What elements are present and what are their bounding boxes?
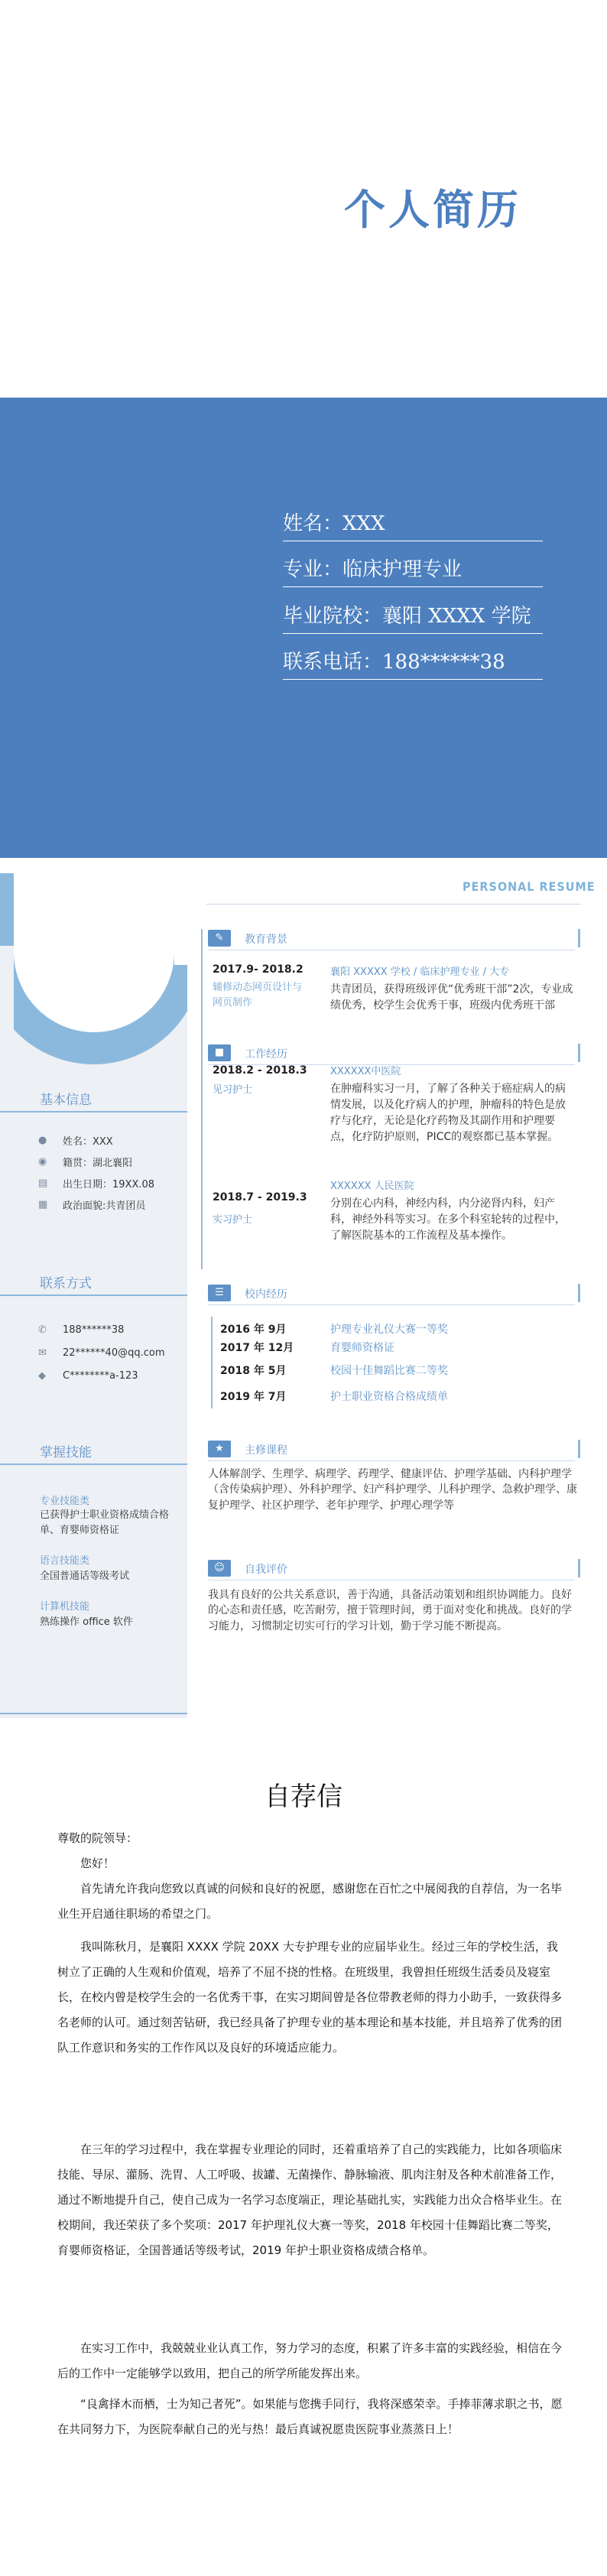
work-text-1: 在肿瘤科实习一月，了解了各种关于癌症病人的病情发展，以及化疗病人的护理，肿瘤科的特色是放疗与化疗，无论是化疗药物及其副作用和护理要点，化疗防护原则，PICC的观察都已基本掌握。 xyxy=(330,1083,566,1143)
school-date-3: 2018 年 5月 xyxy=(220,1365,287,1377)
work-text-2: 分别在心内科，神经内科，内分泌肾内科，妇产科，神经外科等实习。在多个科室轮转的过程中，了解医院基本的工作流程及基本操作。 xyxy=(330,1197,566,1242)
letter-salutation: 尊敬的院领导： xyxy=(57,1831,138,1845)
skill-text-computer: 熟练操作 office 软件 xyxy=(40,1616,133,1628)
calendar-icon: ▤ xyxy=(38,1178,48,1189)
badge-icon: ▦ xyxy=(38,1199,48,1210)
school-date-2: 2017 年 12月 xyxy=(220,1342,294,1354)
cover-name: 姓名：XXX xyxy=(283,508,543,541)
chat-icon: ◆ xyxy=(38,1370,46,1382)
contact-wechat: C********a-123 xyxy=(63,1370,138,1382)
work-role-1: 见习护士 xyxy=(213,1084,253,1096)
cover-phone: 联系电话：188******38 xyxy=(283,646,543,680)
school-icon: ☰ xyxy=(208,1285,231,1301)
letter-paragraph-5: “良禽择木而栖，士为知己者死”。如果能与您携手同行，我将深感荣幸。手捧菲薄求职之书，愿在共同努力下，为医院奉献自己的光与热！最后真诚祝愿贵医院事业蒸蒸日上！ xyxy=(57,2397,563,2436)
education-icon: ✎ xyxy=(208,930,231,947)
letter-greeting: 您好！ xyxy=(80,1856,115,1870)
work-org-2: XXXXXX 人民医院 xyxy=(330,1181,414,1192)
work-role-2: 实习护士 xyxy=(213,1214,253,1226)
letter-paragraph-4: 在实习工作中，我兢兢业业认真工作，努力学习的态度，积累了许多丰富的实践经验，相信在今后的工作中一定能够学以致用，把自己的所学所能发挥出来。 xyxy=(57,2341,563,2380)
email-icon: ✉ xyxy=(38,1347,47,1359)
education-text: 共青团员，获得班级评优“优秀班干部”2次，专业成绩优秀，校学生会优秀干事，班级内优秀班干部 xyxy=(330,983,573,1012)
work-date-1: 2018.2 - 2018.3 xyxy=(213,1064,307,1077)
work-title: 工作经历 xyxy=(245,1048,287,1061)
contact-title: 联系方式 xyxy=(40,1276,92,1291)
work-icon: ■ xyxy=(208,1044,231,1061)
school-date-1: 2016 年 9月 xyxy=(220,1324,287,1336)
phone-icon: ✆ xyxy=(38,1324,47,1336)
courses-icon: ★ xyxy=(208,1441,231,1457)
courses-text: 人体解剖学、生理学、病理学、药理学、健康评估、护理学基础、内科护理学（含传染病护理）、外科护理学、妇产科护理学、儿科护理学、急救护理学、康复护理学、社区护理学、老年护理学、护理心理学等 xyxy=(208,1468,577,1512)
sidebar-arc-inner xyxy=(14,858,174,1032)
basic-info-title: 基本信息 xyxy=(40,1093,92,1108)
work-date-2: 2018.7 - 2019.3 xyxy=(213,1191,307,1204)
personal-resume-header: PERSONAL RESUME xyxy=(463,879,596,894)
skills-title: 掌握技能 xyxy=(40,1445,92,1460)
self-eval-text: 我具有良好的公共关系意识，善于沟通，具备活动策划和组织协调能力。良好的心态和责任感，吃苦耐劳，擅于管理时间，勇于面对变化和挑战。良好的学习能力，习惯制定切实可行的学习计划，勤于学习能不断提高。 xyxy=(208,1589,572,1632)
cover-title: 个人简历 xyxy=(344,186,521,234)
school-title: 校内经历 xyxy=(245,1288,287,1301)
education-note: 辅修动态网页设计与网页制作 xyxy=(213,982,303,1009)
basic-hometown: 籍贯：湖北襄阳 xyxy=(63,1158,133,1169)
letter-paragraph-1: 首先请允许我向您致以真诚的问候和良好的祝愿，感谢您在百忙之中展阅我的自荐信，为一名毕业生开启通往职场的希望之门。 xyxy=(57,1882,563,1921)
school-item-2: 育婴师资格证 xyxy=(330,1342,394,1354)
cover-school: 毕业院校：襄阳 XXXX 学院 xyxy=(283,600,543,634)
school-date-4: 2019 年 7月 xyxy=(220,1391,287,1403)
courses-title: 主修课程 xyxy=(245,1444,287,1457)
self-eval-title: 自我评价 xyxy=(245,1564,287,1576)
basic-name: 姓名：XXX xyxy=(63,1136,113,1148)
education-title: 教育背景 xyxy=(245,934,287,946)
letter-paragraph-3: 在三年的学习过程中，我在掌握专业理论的同时，还着重培养了自己的实践能力，比如各项临床技能、导尿、灌肠、洗胃、人工呼吸、拔罐、无菌操作、静脉输液、肌肉注射及各种术前准备工作，通过不断地提升自己，使自己成为一名学习态度端正，理论基础扎实，实践能力出众合格毕业生。在校期间，我还荣获了多个奖项：2017 年护理礼仪大赛一等奖，2018 年校园十佳舞蹈比赛二等奖，育婴师资格证，全国普通话等级考试，2019 年护士职业资格成绩合格单。 xyxy=(57,2142,563,2257)
self-eval-icon: ☺ xyxy=(208,1560,231,1577)
person-icon: ● xyxy=(38,1135,47,1146)
basic-political-status: 政治面貌:共青团员 xyxy=(63,1200,146,1212)
work-org-1: XXXXXX中医院 xyxy=(330,1066,401,1077)
letter-title: 自荐信 xyxy=(265,1782,342,1812)
school-item-3: 校园十佳舞蹈比赛二等奖 xyxy=(330,1365,448,1377)
skill-text-language: 全国普通话等级考试 xyxy=(40,1571,130,1582)
basic-birthdate: 出生日期：19XX.08 xyxy=(63,1179,155,1191)
location-icon: ◉ xyxy=(38,1156,47,1168)
skill-text-professional: 已获得护士职业资格成绩合格单、育婴师资格证 xyxy=(40,1509,170,1537)
contact-email: 22******40@qq.com xyxy=(63,1347,165,1359)
sidebar xyxy=(0,858,187,1718)
education-date: 2017.9- 2018.2 xyxy=(213,963,304,976)
skill-label-computer: 计算机技能 xyxy=(40,1601,90,1613)
skill-label-language: 语言技能类 xyxy=(40,1555,90,1567)
education-school: 襄阳 XXXXX 学校 / 临床护理专业 / 大专 xyxy=(330,966,510,978)
school-item-4: 护士职业资格合格成绩单 xyxy=(330,1391,448,1403)
letter-paragraph-2: 我叫陈秋月，是襄阳 XXXX 学院 20XX 大专护理专业的应届毕业生。经过三年的学校生活，我树立了正确的人生观和价值观，培养了不屈不挠的性格。在班级里，我曾担任班级生活委员及寝室长，在校内曾是校学生会的一名优秀干事，在实习期间曾是各位带教老师的得力小助手，一致获得多名老师的认可。通过刻苦钻研，我已经具备了护理专业的基本理论和基本技能，并且培养了优秀的团队工作意识和务实的工作作风以及良好的环境适应能力。 xyxy=(57,1940,563,2055)
cover-major: 专业：临床护理专业 xyxy=(283,554,543,587)
skill-label-professional: 专业技能类 xyxy=(40,1496,90,1507)
school-item-1: 护理专业礼仪大赛一等奖 xyxy=(330,1324,448,1336)
contact-phone: 188******38 xyxy=(63,1324,125,1336)
